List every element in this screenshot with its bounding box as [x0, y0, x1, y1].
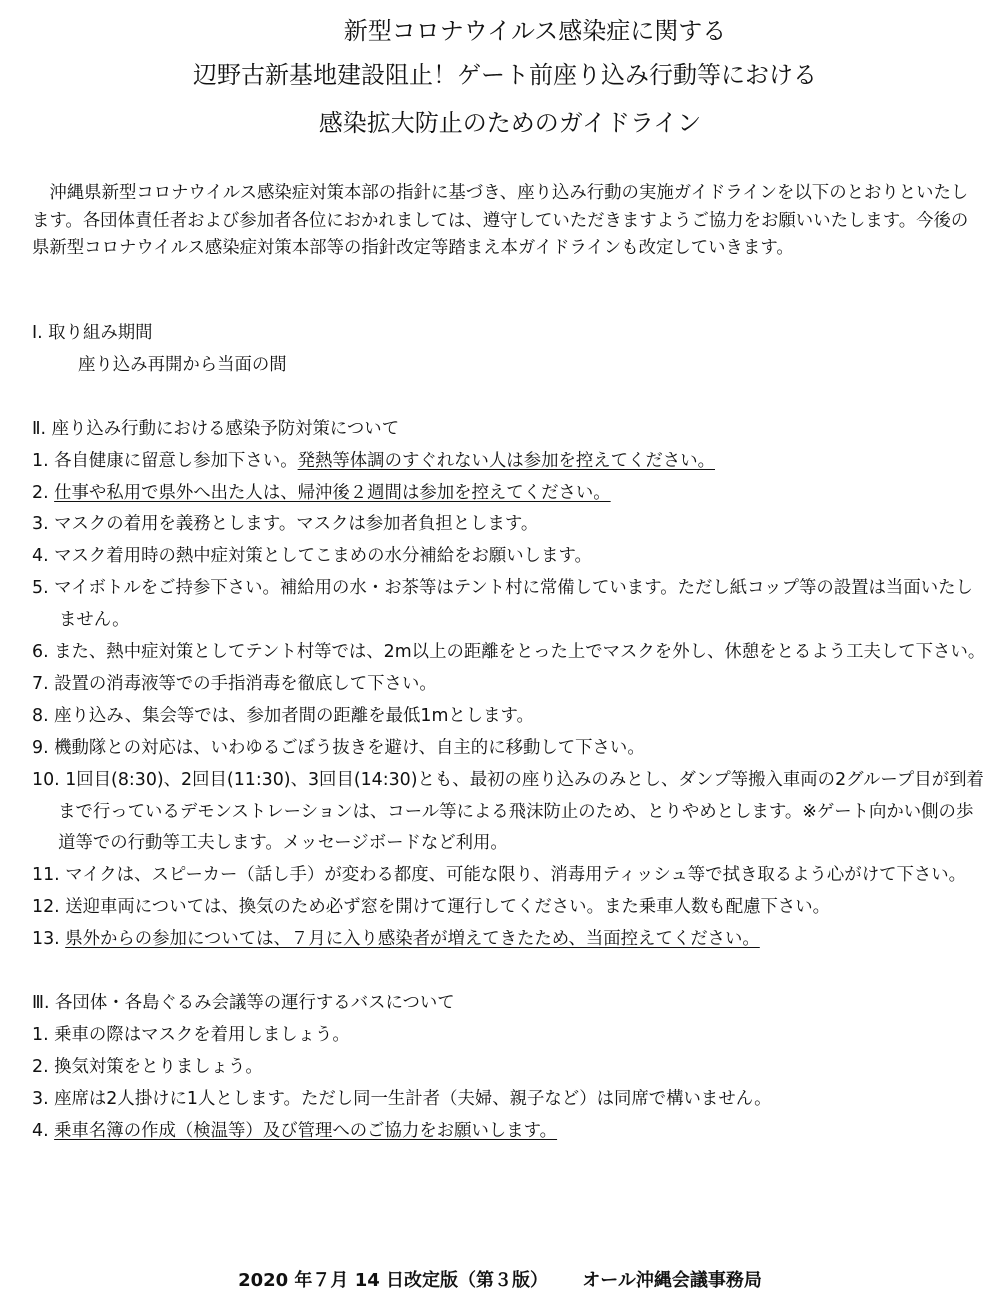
- section-1-heading: Ⅰ. 取り組み期間: [32, 323, 153, 343]
- office-name: オール沖縄会議事務局: [582, 1270, 762, 1291]
- item-number: 2.: [32, 1056, 49, 1077]
- item-text: また、熱中症対策としてテント村等では、2m以上の距離をとった上でマスクを外し、休憩をとるよう工夫して下さい。: [54, 642, 986, 663]
- title-line-2: 辺野古新基地建設阻止！ゲート前座り込み行動等における: [193, 61, 817, 89]
- intro-text: 沖縄県新型コロナウイルス感染症対策本部の指針に基づき、座り込み行動の実施ガイドラインを以下のとおりといたします。各団体責任者および参加者各位におかれましては、遵守していただきますようご協力をお願いいたします。今後の県新型コロナウイルス感染症対策本部等の指針改定等踏まえ本ガイドラインも改定していきます。: [32, 183, 969, 258]
- list-item: [32, 892, 987, 924]
- section-1-text: 座り込み再開から当面の間: [78, 354, 287, 375]
- item-number: 4.: [32, 546, 49, 567]
- item-text: 換気対策をとりましょう。: [54, 1056, 263, 1077]
- item-number: 5.: [32, 578, 49, 599]
- item-text: 座り込み、集会等では、参加者間の距離を最低1mとします。: [54, 705, 534, 726]
- item-number: 10.: [32, 769, 60, 790]
- list-item: [32, 509, 987, 541]
- section-3-heading: Ⅲ. 各団体・各島ぐるみ会議等の運行するバスについて: [32, 993, 455, 1013]
- footer: [0, 1266, 1000, 1292]
- item-number: 7.: [32, 673, 49, 694]
- spacer: [32, 956, 987, 988]
- item-text: 各自健康に留意し参加下さい。: [54, 450, 298, 471]
- list-item: [32, 541, 987, 573]
- item-text: 1回目(8:30)、2回目(11:30)、3回目(14:30)とも、最初の座り込みのみとし、ダンプ等搬入車両の2グループ目が到着まで行っているデモンストレーションは、コール等による飛沫防止のため、とりやめとします。※ゲート向かい側の歩道等での行動等工夫します。メッセージボードなど利用。: [58, 769, 984, 854]
- edition-label: 2020 年７月 14 日改定版（第３版）: [238, 1270, 549, 1291]
- item-text: マイクは、スピーカー（話し手）が変わる都度、可能な限り、消毒用ティッシュ等で拭き取るよう心がけて下さい。: [65, 865, 967, 886]
- item-underlined-text: 乗車名簿の作成（検温等）及び管理へのご協力をお願いします。: [54, 1120, 558, 1141]
- list-item: [32, 924, 987, 956]
- item-text: 送迎車両については、換気のため必ず窓を開けて運行してください。また乗車人数も配慮下さい。: [65, 897, 831, 918]
- item-text: マスクの着用を義務とします。マスクは参加者負担とします。: [54, 514, 539, 535]
- section-2-list: [32, 446, 987, 957]
- list-item: [32, 478, 987, 510]
- list-item: [32, 1020, 987, 1052]
- item-text: 座席は2人掛けに1人とします。ただし同一生計者（夫婦、親子など）は同席で構いません。: [54, 1088, 772, 1109]
- item-number: 6.: [32, 642, 49, 663]
- item-text: マスク着用時の熱中症対策としてこまめの水分補給をお願いします。: [54, 546, 592, 567]
- item-number: 3.: [32, 1088, 49, 1109]
- item-number: 13.: [32, 929, 60, 950]
- item-underlined-text: 発熱等体調のすぐれない人は参加を控えてください。: [297, 450, 715, 471]
- section-3-list: [32, 1020, 987, 1148]
- section-2-heading: Ⅱ. 座り込み行動における感染予防対策について: [32, 418, 400, 439]
- item-number: 3.: [32, 514, 49, 535]
- list-item: [32, 860, 987, 892]
- list-item: [32, 446, 987, 478]
- item-number: 1.: [32, 450, 49, 471]
- list-item: [32, 1116, 987, 1148]
- item-number: 1.: [32, 1024, 49, 1045]
- item-number: 9.: [32, 737, 49, 758]
- item-text: 機動隊との対応は、いわゆるごぼう抜きを避け、自主的に移動して下さい。: [54, 737, 645, 758]
- item-number: 2.: [32, 482, 49, 503]
- item-number: 4.: [32, 1120, 49, 1141]
- intro-paragraph: [32, 180, 982, 263]
- item-number: 8.: [32, 705, 49, 726]
- document-body: [32, 318, 987, 1148]
- list-item: [32, 1084, 987, 1116]
- item-text: 設置の消毒液等での手指消毒を徹底して下さい。: [54, 673, 437, 694]
- item-text: マイボトルをご持参下さい。補給用の水・お茶等はテント村に常備しています。ただし紙コップ等の設置は当面いたしません。: [54, 578, 973, 631]
- list-item: [32, 637, 987, 669]
- item-text: 乗車の際はマスクを着用しましょう。: [54, 1024, 350, 1045]
- spacer: [32, 382, 987, 414]
- list-item: [32, 765, 987, 861]
- list-item: [32, 669, 987, 701]
- title-line-3: 感染拡大防止のためのガイドライン: [318, 109, 702, 137]
- item-number: 12.: [32, 897, 60, 918]
- item-underlined-text: 仕事や私用で県外へ出た人は、帰沖後２週間は参加を控えてください。: [54, 482, 611, 503]
- item-underlined-text: 県外からの参加については、７月に入り感染者が増えてきたため、当面控えてください。: [65, 929, 760, 950]
- title-line-1: 新型コロナウイルス感染症に関する: [343, 17, 727, 45]
- list-item: [32, 573, 987, 637]
- list-item: [32, 1052, 987, 1084]
- list-item: [32, 701, 987, 733]
- list-item: [32, 733, 987, 765]
- item-number: 11.: [32, 865, 60, 886]
